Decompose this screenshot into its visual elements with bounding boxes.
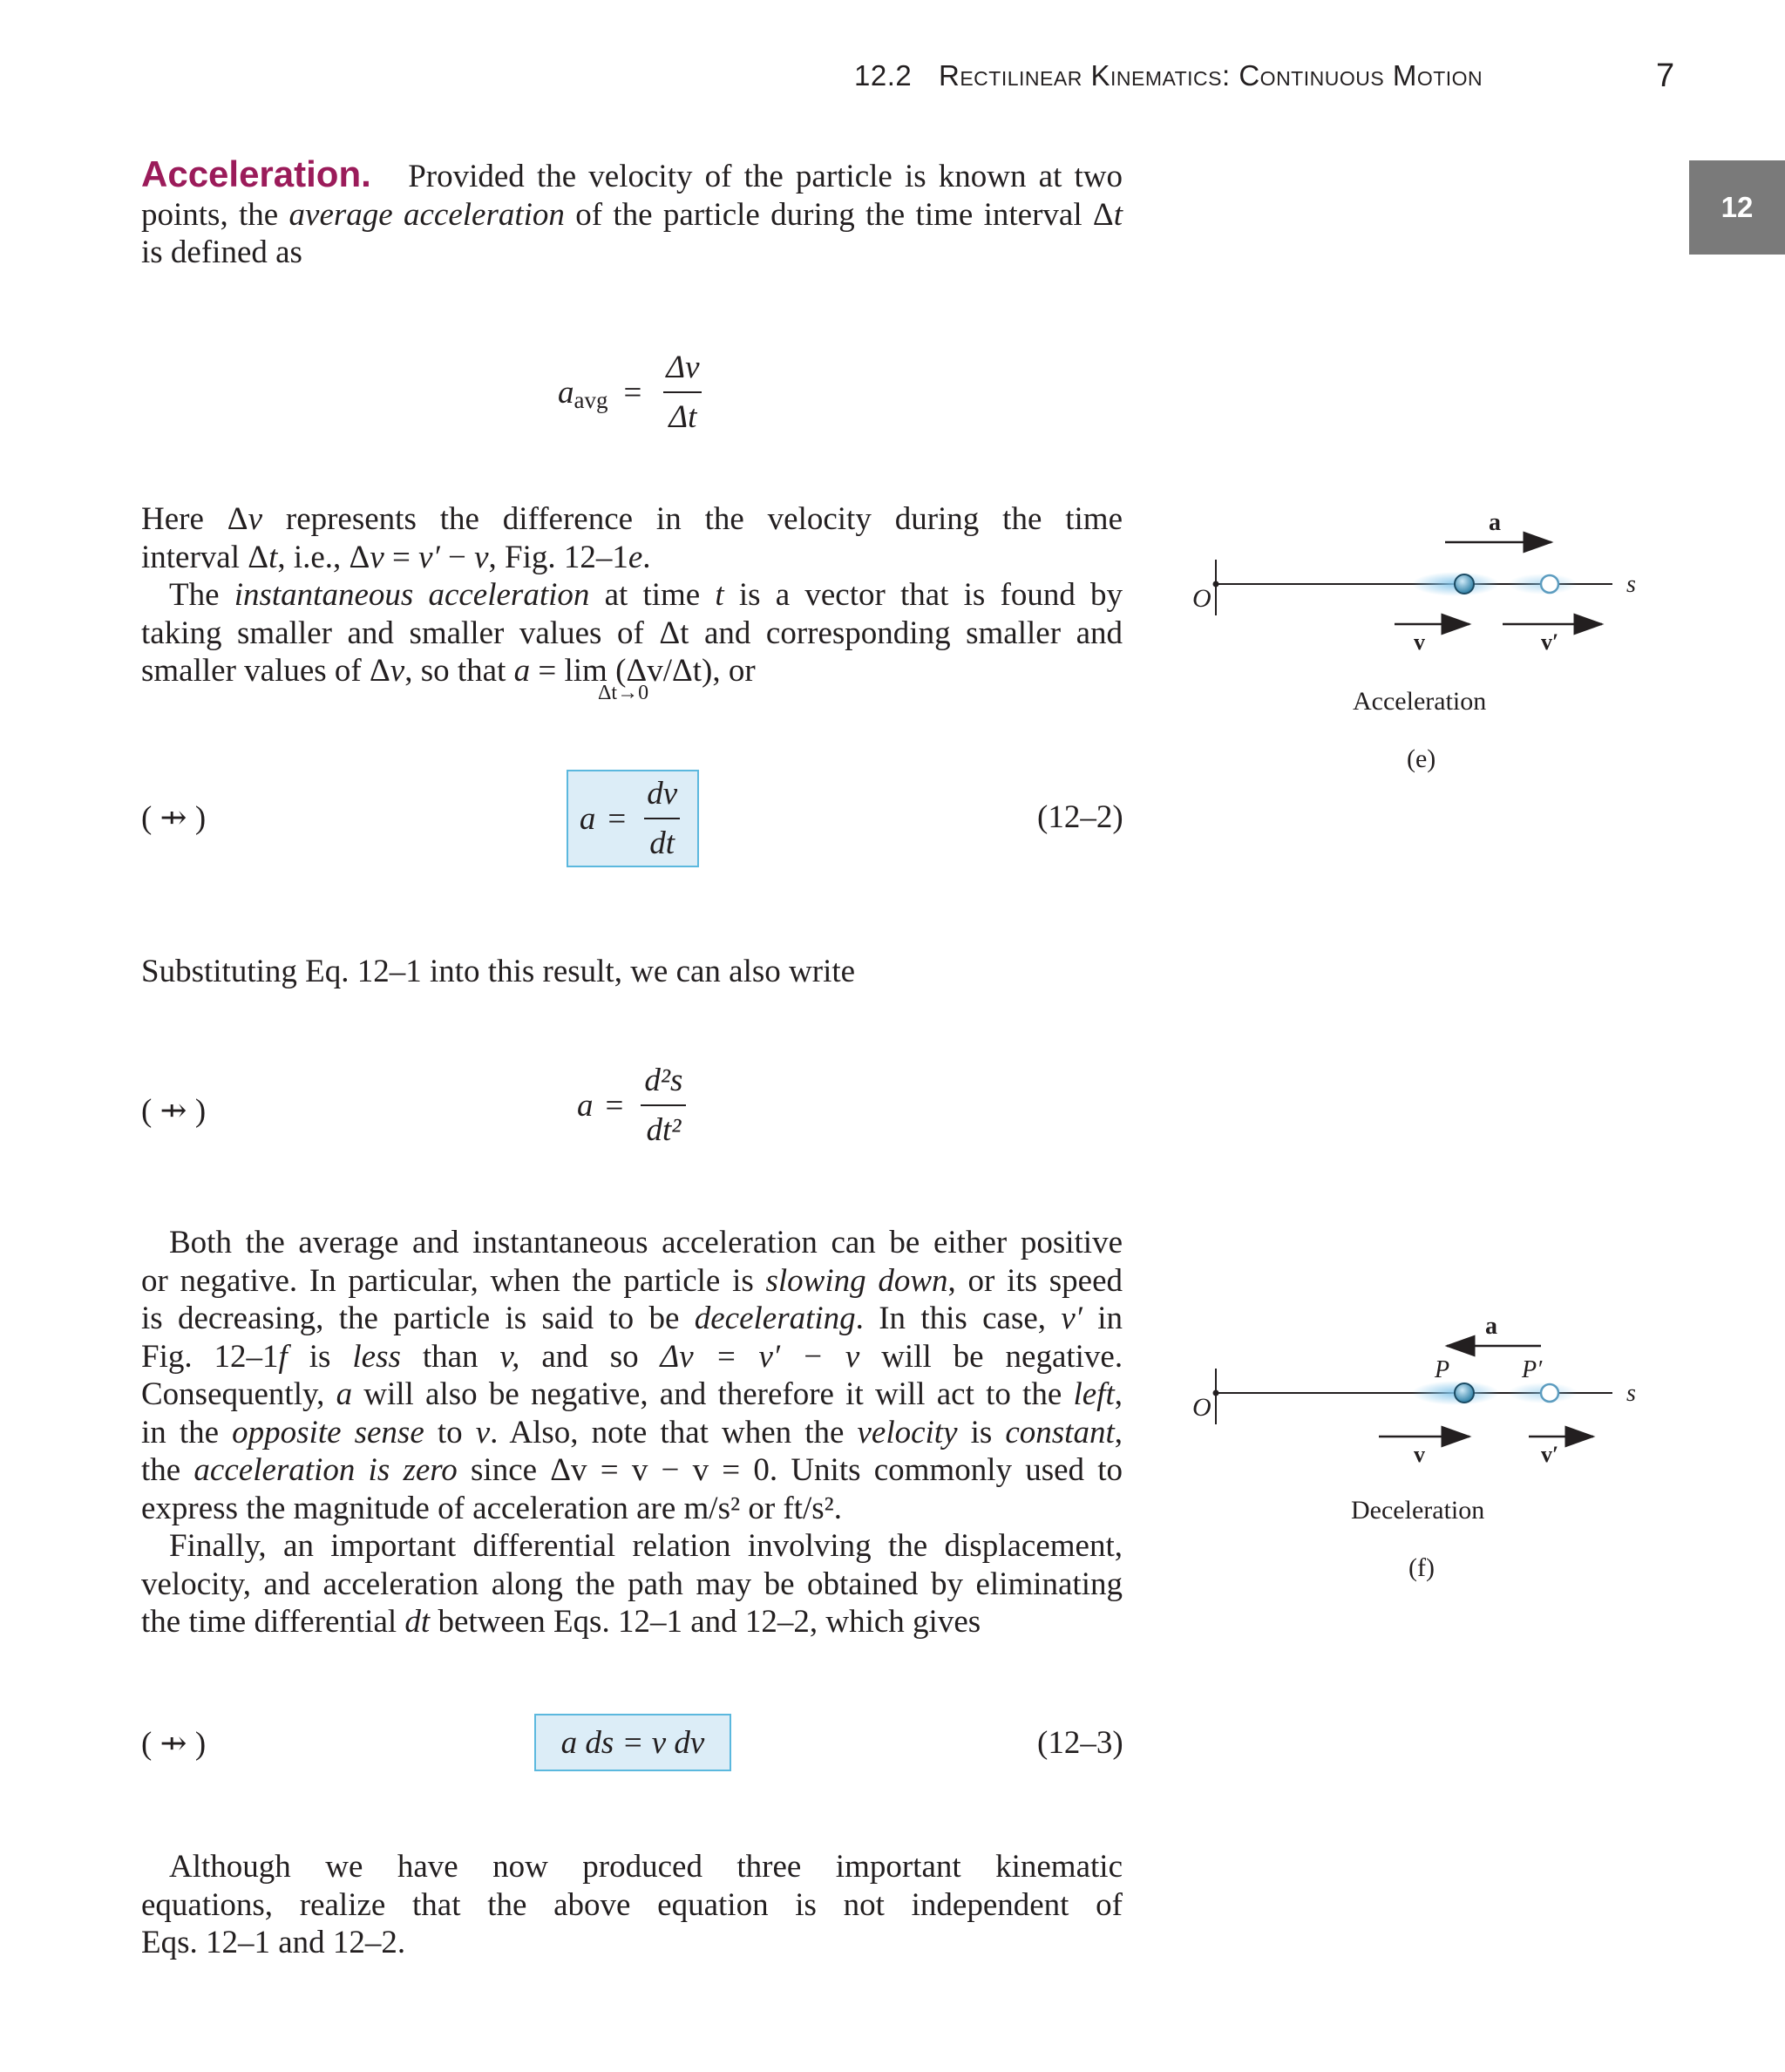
paragraph-acceleration: Acceleration. Provided the velocity of the particle is known at two points, the average acceleration of the particle during the time interval Δt is defined as: [141, 153, 1123, 270]
paragraph-differential-relation: Finally, an important differential relation involving the displacement, velocity, and acceleration along the path may be obtained by eliminating the time differential dt between Eqs. 12–1 and 12–2, which gives: [141, 1528, 1123, 1640]
particle-p: [1455, 574, 1474, 594]
heading-acceleration: Acceleration.: [141, 153, 371, 194]
s-axis-label: s: [1626, 571, 1636, 598]
equation-second-derivative: a = $\frac{\text{d²s}}{\text{dt²}}$: [577, 1062, 691, 1149]
acceleration-label: a: [1485, 1313, 1497, 1340]
velocity-label: v: [1414, 629, 1425, 655]
direction-sign: ( ⇸ ): [141, 1726, 207, 1762]
equation-12-2: a = $\frac{dv}{dt}$: [567, 770, 699, 867]
equation-number-12-3: (12–3): [1037, 1725, 1123, 1761]
direction-sign: ( ⇸ ): [141, 800, 207, 836]
equation-average-acceleration: a avg = $\frac{\Delta v}{\Delta t}$: [558, 349, 709, 436]
limit-subscript: Δt→0: [598, 682, 649, 704]
equation-number-12-2: (12–2): [1037, 799, 1123, 835]
velocity-prime-label: v′: [1541, 629, 1559, 655]
velocity-label: v: [1414, 1442, 1425, 1467]
figure-letter: (e): [1407, 744, 1436, 773]
chapter-tab: 12: [1689, 160, 1785, 255]
section-title: Rectilinear Kinematics: Continuous Motion: [939, 59, 1483, 92]
origin-label: O: [1192, 584, 1211, 613]
particle-p-prime: [1541, 1384, 1558, 1402]
direction-sign: ( ⇸ ): [141, 1093, 207, 1129]
figure-caption: Acceleration: [1353, 687, 1487, 716]
figure-deceleration: [1177, 1306, 1665, 1593]
figure-caption: Deceleration: [1351, 1496, 1485, 1525]
paragraph-substituting: Substituting Eq. 12–1 into this result, we can also write: [141, 954, 856, 989]
s-axis-label: s: [1626, 1380, 1636, 1407]
velocity-prime-label: v′: [1541, 1442, 1559, 1467]
origin-label: O: [1192, 1393, 1211, 1422]
page-number: 7: [1656, 58, 1675, 94]
figure-acceleration: [1177, 497, 1665, 785]
section-number: 12.2: [854, 59, 913, 92]
acceleration-label: a: [1489, 509, 1501, 536]
figure-letter: (f): [1408, 1553, 1435, 1582]
p-prime-label: P′: [1522, 1356, 1543, 1383]
p-label: P: [1435, 1356, 1450, 1383]
paragraph-instantaneous: The instantaneous acceleration at time t is a vector that is found by taking smaller and smaller values of Δt and corresponding smaller and smaller values of Δv, so that a = lim (Δv/Δt), or: [141, 577, 1123, 689]
particle-p: [1455, 1383, 1474, 1403]
paragraph-deceleration: Both the average and instantaneous acceleration can be either positive or negative. In particular, when the particle is slowing down, or its speed is decreasing, the particle is said to be decelerating. In this case, v′ in Fig. 12–1f is less than v, and so Δv = v′ − v will be negative. Consequently, a will also be negative, and therefore it will act to the left, in the opposite sense to v. Also, note that when the velocity is constant, the acceleration is zero since Δv = v − v = 0. Units commonly used to express the magnitude of acceleration are m/s² or ft/s².: [141, 1225, 1123, 1526]
particle-p-prime: [1541, 575, 1558, 593]
equation-12-3: a ds = v dv: [534, 1714, 731, 1771]
paragraph-although: Although we have now produced three important kinematic equations, realize that the above equation is not independent of Eqs. 12–1 and 12–2.: [141, 1849, 1123, 1960]
paragraph-delta-v: Here Δv represents the difference in the velocity during the time interval Δt, i.e., Δv = v′ − v, Fig. 12–1e.: [141, 501, 1123, 575]
